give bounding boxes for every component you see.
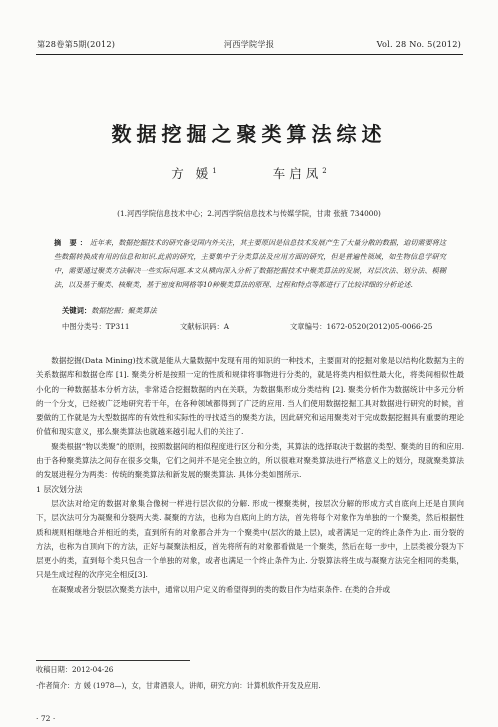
- author-name: 车启凤: [272, 166, 323, 181]
- author-affiliation-mark: 2: [322, 166, 327, 175]
- page-number: · 72 ·: [36, 714, 56, 723]
- author-affiliation: (1.河西学院信息技术中心；2.河西学院信息技术与传媒学院，甘肃 张掖 734000): [117, 209, 381, 218]
- body-paragraph-2: 聚类根据“物以类聚”的原则，按照数据间的相似程度进行区分和分类，其算法的选择取决于数据的类型、聚类的目的和应用. 由于各种聚类算法之间存在很多交集，它们之间并不是完全独立的，所以很难对聚类算法进行严格意义上的划分，现就聚类算法的发展进程分为两类：传统的聚类算法和新发展的聚类算法. 具体分类如图所示.: [36, 441, 464, 480]
- section-heading: 1 层次划分法: [36, 484, 83, 494]
- author-affiliation-mark: 1: [212, 166, 217, 175]
- abstract: [54, 236, 446, 292]
- keywords-label: 关键词：: [62, 306, 92, 315]
- running-header-issue: 第28卷第5期(2012): [37, 39, 116, 49]
- header-divider: [36, 54, 463, 55]
- author-name: 方 媛: [171, 166, 213, 181]
- body-paragraph-4: 在凝聚或者分裂层次聚类方法中，通常以用户定义的希望得到的类的数目作为结束条件. 在类的合并或: [51, 584, 391, 594]
- keywords-text: 数据挖掘；聚类算法: [91, 306, 157, 315]
- footnote-divider: [36, 660, 190, 661]
- footnote-author-info: ·作者简介：方 媛 (1978—)，女，甘肃酒泉人，讲师，研究方向：计算机软件开发及应用.: [36, 681, 321, 690]
- footnote-received-date: 收稿日期：2012-04-26: [36, 665, 114, 674]
- running-header-journal: 河西学院学报: [223, 39, 275, 49]
- body-paragraph-3: 层次法对给定的数据对象集合像树一样进行层次似的分解. 形成一棵聚类树，按层次分解的形成方式自底向上还是自顶向下，层次法可分为凝聚和分裂两大类. 凝聚的方法，也称为自底向上的方法，首先将每个对象作为单独的一个聚类，然后根据性质和规则相继地合并相近的类，直到所有的对象都合并为一个聚类中(层次的最上层)，或者满足一定的终止条件为止. 而分裂的方法，也称为自顶向下的方法，正好与凝聚法相反，首先将所有的对象都看做是一个聚类，然后在每一步中，上层类被分裂为下层更小的类，直到每个类只包含一个单独的对象，或者也满足一个终止条件为止. 分裂算法将生成与凝聚方法完全相同的类集，只是生成过程的次序完全相反[3].: [36, 498, 464, 580]
- keywords: [62, 306, 157, 316]
- running-header-volume: Vol. 28 No. 5(2012): [376, 39, 461, 49]
- classification-line: [62, 322, 442, 332]
- abstract-text: 近年来，数据挖掘技术的研究备受国内外关注，其主要原因是信息技术发展产生了大量分散的数据，迫切需要将这些数据转换成有用的信息和知识.此前的研究，主要集中于分类算法及应用方面的研究，但是普遍性领域，如生物信息学研究中，需要通过聚类方法解决一些实际问题.本文从横向深入分析了数据挖掘技术中聚类算法的发展，对层次法、划分法、模糊法，以及基于聚类、核聚类，基于密度和网格等10种聚类算法的原理、过程和特点等都进行了比较详细的分析论述.: [54, 238, 446, 290]
- body-paragraph-1: 数据挖掘(Data Mining)技术就是能从大量数据中发现有用的知识的一种技术，主要面对的挖掘对象是以结构化数据为主的关系数据库和数据仓库 [1]. 聚类分析是按照一定的性质和规律将事物进行分类的，就是将类内相似性最大化，将类间相似性最小化的一种数据基本分析方法，非常适合挖掘数据的内在关联，为数据集形成分类结构 [2]. 聚类分析作为数据统计中多元分析的一个分支，已经被广泛地研究若干年，在各种领域都得到了广泛的应用. 当人们使用数据挖掘工具对数据进行研究的时候，首要做的工作就是为大型数据库的有效性和实际性的寻找适当的聚类方法，因此研究和运用聚类对于完成数据挖掘具有重要的理论价值和现实意义，那么聚类算法也就越来越引起人们的关注了.: [36, 356, 464, 437]
- body-paragraph: [36, 354, 464, 597]
- paper-title: 数据挖掘之聚类算法综述: [111, 122, 387, 146]
- clc-number: 中图分类号：TP311: [62, 322, 130, 331]
- document-code: 文献标识码：A: [180, 322, 230, 331]
- author-line: [0, 164, 498, 182]
- article-number: 文章编号：1672-0520(2012)05-0066-25: [290, 322, 433, 331]
- abstract-label: 摘 要：: [54, 238, 90, 247]
